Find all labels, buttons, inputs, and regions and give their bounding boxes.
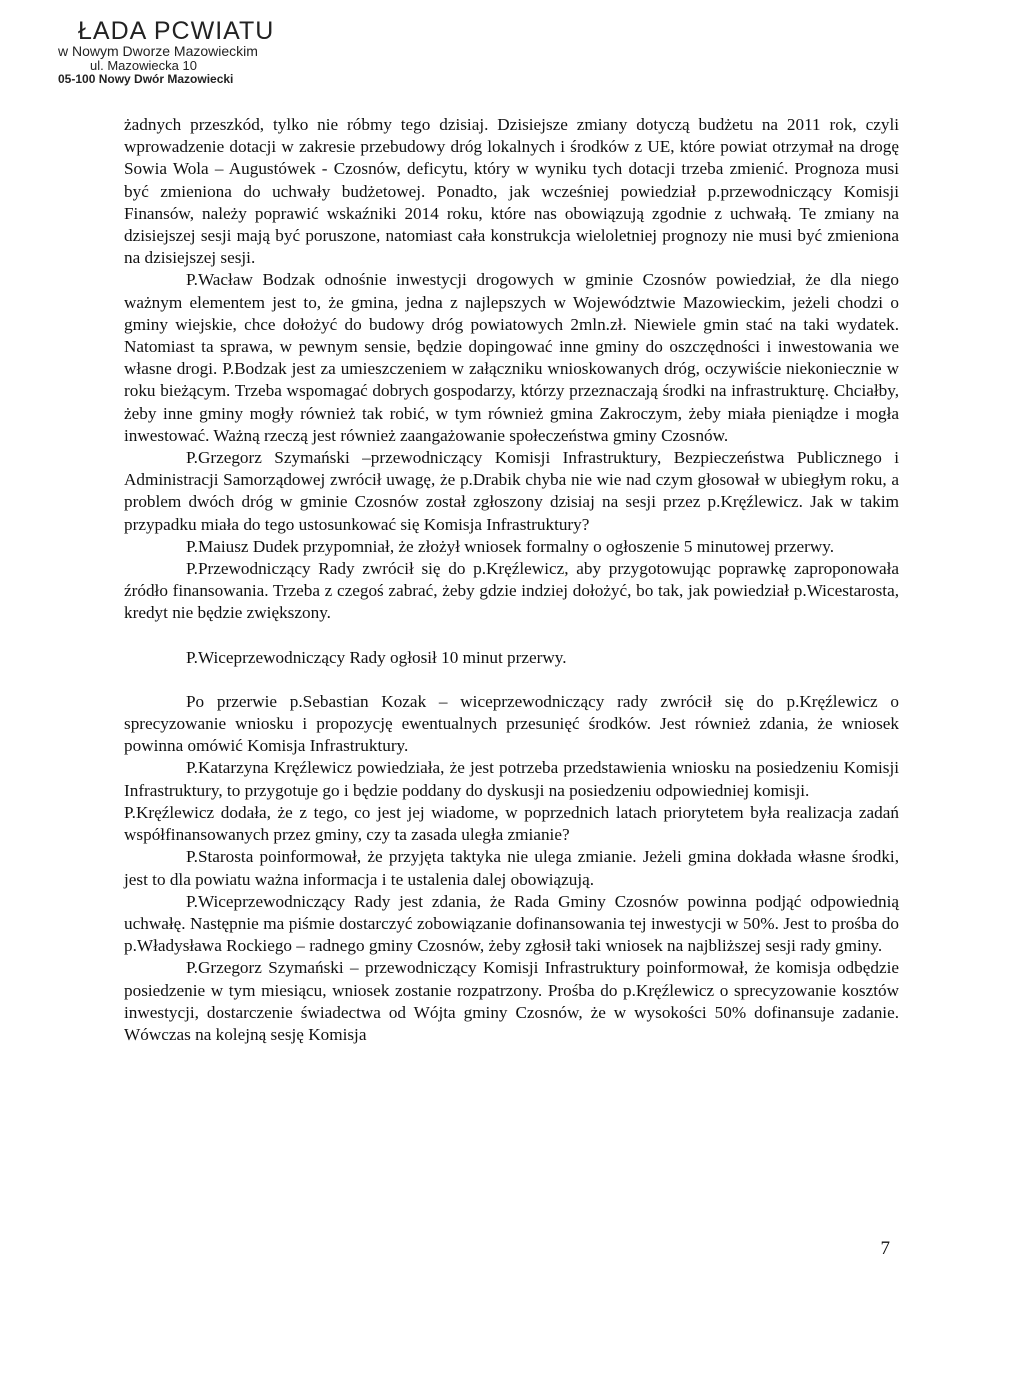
paragraph: P.Starosta poinformował, że przyjęta taktyka nie ulega zmianie. Jeżeli gmina dokłada własne środki, jest to dla powiatu ważna informacja i te ustalenia dalej obowiązują.	[124, 847, 899, 889]
stamp-title: ŁADA PCWIATU	[78, 17, 275, 45]
paragraph: P.Katarzyna Kręźlewicz powiedziała, że jest potrzeba przedstawienia wniosku na posiedzeniu Komisji Infrastruktury, to przygotuje go i będzie poddany do dyskusji na posiedzeniu odpowiedniej komisji.	[124, 758, 899, 800]
paragraph: P.Wiceprzewodniczący Rady jest zdania, że Rada Gminy Czosnów powinna podjąć odpowiednią uchwałę. Następnie ma piśmie dostarczyć zobowiązanie dofinansowania tej inwestycji w 50%. Jest to prośba do p.Władysława Rockiego – radnego gminy Czosnów, żeby zgłosił taki wniosek na najbliższej sesji rady gminy.	[124, 891, 899, 956]
paragraph: P.Grzegorz Szymański – przewodniczący Komisji Infrastruktury poinformował, że komisja odbędzie posiedzenie w tym miesiącu, wniosek zostanie rozpatrzony. Prośba do p.Kręźlewicz o sprecyzowanie kosztów inwestycji, dostarczenie świadectwa od Wójta gminy Czosnów, że w wysokości 50% dofinansuje zadanie. Wówczas na kolejną sesję Komisja	[124, 958, 899, 1044]
page-number: 7	[880, 1238, 890, 1259]
paragraph: P.Maiusz Dudek przypomniał, że złożył wniosek formalny o ogłoszenie 5 minutowej przerwy.	[186, 536, 835, 556]
document-body	[124, 114, 899, 1046]
paragraph: P.Kręźlewicz dodała, że z tego, co jest jej wiadome, w poprzednich latach priorytetem była realizacja zadań współfinansowanych przez gminy, czy ta zasada uległa zmianie?	[124, 802, 899, 845]
paragraph: żadnych przeszkód, tylko nie róbmy tego dzisiaj. Dzisiejsze zmiany dotyczą budżetu na 2011 rok, czyli wprowadzenie dotacji w zakresie przebudowy dróg lokalnych i środków z UE, które powiat otrzymał na drogę Sowia Wola – Augustówek - Czosnów, deficytu, który w wyniku tych dotacji trzeba zmienić. Prognoza musi być zmieniona do uchwały budżetowej. Ponadto, jak wcześniej powiedział p.przewodniczący Komisji Finansów, należy poprawić wskaźniki 2014 roku, które nas obowiązują zgodnie z uchwałą. Te zmiany na dzisiejszej sesji mają być poruszone, natomiast cała konstrukcja wieloletniej prognozy nie musi być zmieniona na dzisiejszej sesji.	[124, 115, 899, 268]
paragraph: P.Grzegorz Szymański –przewodniczący Komisji Infrastruktury, Bezpieczeństwa Publicznego i Administracji Samorządowej zwrócił uwagę, że p.Drabik chyba nie wie nad czym głosował w ubiegłym roku, a problem dwóch dróg w gminie Czosnów został zgłoszony dzisiaj na sesji przez p.Kręźlewicz. Jak w takim przypadku miała do tego ustosunkować się Komisja Infrastruktury?	[124, 448, 899, 534]
council-stamp	[56, 18, 274, 85]
paragraph: Po przerwie p.Sebastian Kozak – wiceprzewodniczący rady zwrócił się do p.Kręźlewicz o sprecyzowanie wniosku i propozycję ewentualnych przesunięć środków. Jest również zdania, że wniosek powinna omówić Komisja Infrastruktury.	[124, 691, 899, 756]
paragraph: P.Przewodniczący Rady zwrócił się do p.Kręźlewicz, aby przygotowując poprawkę zaproponowała źródło finansowania. Trzeba z czegoś zabrać, żeby gdzie indziej dołożyć, bo tak, jak powiedział p.Wicestarosta, kredyt nie będzie zwiększony.	[124, 559, 899, 623]
paragraph: P.Wiceprzewodniczący Rady ogłosił 10 minut przerwy.	[186, 647, 567, 667]
stamp-line-2: ul. Mazowiecka 10	[90, 57, 197, 73]
stamp-line-3: 05-100 Nowy Dwór Mazowiecki	[58, 71, 234, 86]
paragraph: P.Wacław Bodzak odnośnie inwestycji drogowych w gminie Czosnów powiedział, że dla niego ważnym elementem jest to, że gmina, jedna z najlepszych w Województwie Mazowieckim, jeżeli chodzi o gminy wiejskie, chce dołożyć do budowy dróg powiatowych 2mln.zł. Niewiele gmin stać na taki wydatek. Natomiast ta sprawa, w pewnym sensie, będzie dopingować inne gminy do oszczędności i inwestowania we własne drogi. P.Bodzak jest za umieszczeniem w załączniku wnioskowanych dróg, oczywiście niekoniecznie w roku bieżącym. Trzeba wspomagać dobrych gospodarzy, którzy przeznaczają środki na infrastrukturę. Chciałby, żeby inne gminy mogły również tak robić, w tym również gmina Zakroczym, żeby miała pieniądze i mogła inwestować. Ważną rzeczą jest również zaangażowanie społeczeństwa gminy Czosnów.	[124, 270, 899, 445]
stamp-line-1: w Nowym Dworze Mazowieckim	[58, 43, 258, 60]
